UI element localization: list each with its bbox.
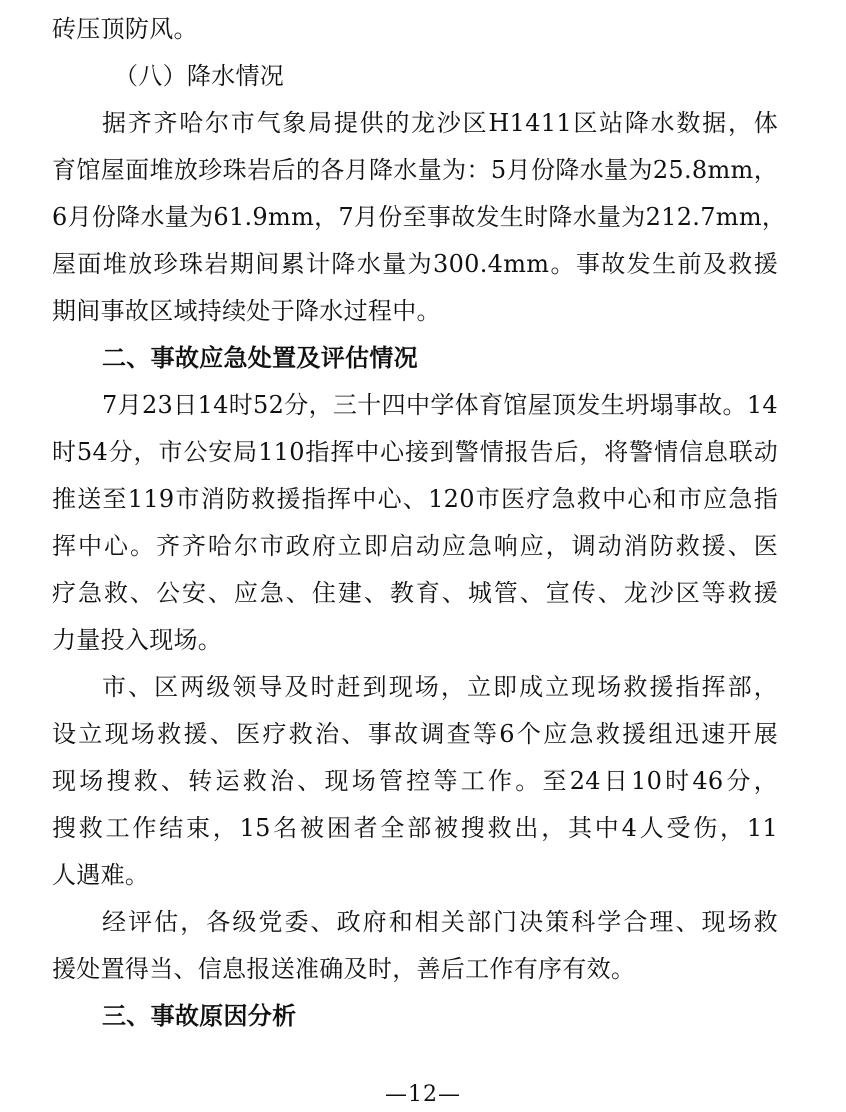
paragraph-line: 设立现场救援、医疗救治、事故调查等6个应急救援组迅速开展 [52,720,778,748]
paragraph-line: 期间事故区域持续处于降水过程中。 [52,297,441,325]
body-text [52,6,787,1040]
paragraph-line: 搜救工作结束，15名被困者全部被搜救出，其中4人受伤，11 [52,814,778,842]
paragraph-line: 据齐齐哈尔市气象局提供的龙沙区H1411区站降水数据，体 [102,109,778,137]
paragraph-line: 市、区两级领导及时赶到现场，立即成立现场救援指挥部， [102,673,778,701]
section-heading: 二、事故应急处置及评估情况 [102,344,418,372]
paragraph-line: 6月份降水量为61.9mm，7月份至事故发生时降水量为212.7mm， [52,203,787,231]
page-number: —12— [385,1082,461,1107]
paragraph-line: 挥中心。齐齐哈尔市政府立即启动应急响应，调动消防救援、医 [52,532,778,560]
paragraph-line: 屋面堆放珍珠岩期间累计降水量为300.4mm。事故发生前及救援 [52,250,778,278]
paragraph-line: 人遇难。 [52,861,150,889]
paragraph-line: 育馆屋面堆放珍珠岩后的各月降水量为：5月份降水量为25.8mm， [52,156,778,184]
paragraph-line: 时54分，市公安局110指挥中心接到警情报告后，将警情信息联动 [52,438,778,466]
section-subheading: （八）降水情况 [114,62,285,90]
paragraph-line: 现场搜救、转运救治、现场管控等工作。至24日10时46分， [52,767,778,795]
paragraph-line: 推送至119市消防救援指挥中心、120市医疗急救中心和市应急指 [52,485,778,513]
section-heading: 三、事故原因分析 [102,1002,297,1030]
paragraph-line: 经评估，各级党委、政府和相关部门决策科学合理、现场救 [102,908,778,936]
paragraph-line: 砖压顶防风。 [52,15,198,43]
paragraph-line: 7月23日14时52分，三十四中学体育馆屋顶发生坍塌事故。14 [102,391,778,419]
paragraph-line: 力量投入现场。 [52,626,223,654]
paragraph-line: 援处置得当、信息报送准确及时，善后工作有序有效。 [52,955,636,983]
paragraph-line: 疗急救、公安、应急、住建、教育、城管、宣传、龙沙区等救援 [52,579,778,607]
